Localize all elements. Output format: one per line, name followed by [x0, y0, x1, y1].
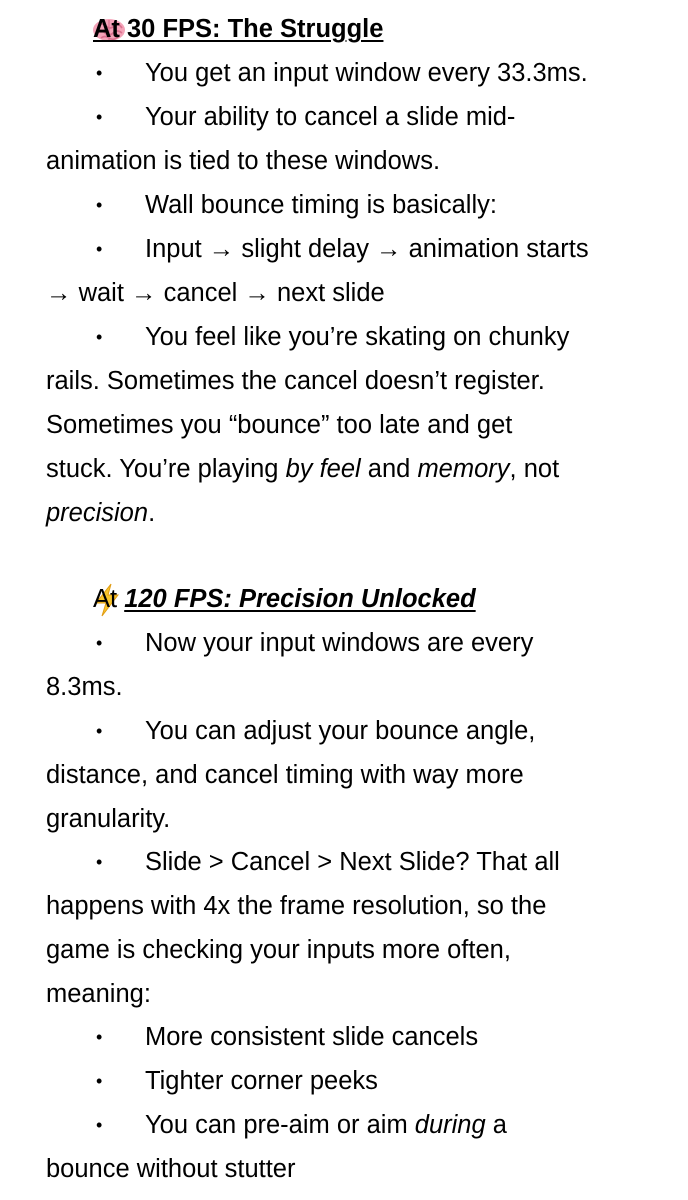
list-item	[46, 95, 668, 139]
list-item	[46, 51, 668, 95]
bullet-marker: •	[96, 107, 103, 127]
list-item-continuation: rails. Sometimes the cancel doesn’t register.	[46, 367, 545, 395]
bullet-marker: •	[96, 327, 103, 347]
bullet-marker: •	[96, 1115, 103, 1135]
list-item-text: Your ability to cancel a slide mid-	[145, 103, 516, 131]
list-item-text: Input → slight delay → animation starts	[145, 235, 589, 263]
bullet-marker: •	[96, 195, 103, 215]
list-item-text: You can adjust your bounce angle,	[145, 717, 536, 745]
list-item-text: Now your input windows are every	[145, 629, 534, 657]
list-item-text: Slide > Cancel > Next Slide? That all	[145, 848, 560, 876]
list-item-text: You get an input window every 33.3ms.	[145, 59, 588, 87]
list-item	[46, 315, 668, 359]
list-item-continuation: Sometimes you “bounce” too late and get	[46, 411, 513, 439]
section-title: 120 FPS: Precision Unlocked	[124, 585, 476, 613]
list-item-text: More consistent slide cancels	[145, 1023, 479, 1051]
text-run: a	[485, 1111, 507, 1139]
section-title: At 30 FPS: The Struggle	[93, 15, 384, 43]
list-item	[46, 621, 668, 665]
list-item	[46, 227, 668, 271]
text-run: .	[148, 499, 156, 527]
list-item-text: Tighter corner peeks	[145, 1067, 378, 1095]
list-item	[46, 1015, 668, 1059]
list-item-continuation: → wait → cancel → next slide	[46, 279, 385, 307]
list-item-continuation: game is checking your inputs more often,	[46, 936, 511, 964]
title-prefix: At	[93, 585, 125, 613]
text-run: You can pre-aim or aim	[145, 1111, 415, 1139]
list-item-continuation: distance, and cancel timing with way more	[46, 761, 524, 789]
bullet-marker: •	[96, 239, 103, 259]
bullet-marker: •	[96, 1027, 103, 1047]
emphasis-text: precision	[46, 499, 149, 527]
section-heading-120fps	[46, 577, 668, 621]
list-item-continuation: happens with 4x the frame resolution, so the	[46, 892, 547, 920]
text-run: , not	[509, 455, 560, 483]
list-item-continuation: 8.3ms.	[46, 673, 123, 701]
list-item	[46, 840, 668, 884]
emphasis-text: during	[414, 1111, 486, 1139]
list-item	[46, 709, 668, 753]
emphasis-text: by feel	[285, 455, 361, 483]
text-run: stuck. You’re playing	[46, 455, 286, 483]
bullet-marker: •	[96, 633, 103, 653]
text-run: and	[360, 455, 418, 483]
list-item	[46, 183, 668, 227]
list-item-continuation: granularity.	[46, 805, 171, 833]
list-item	[46, 1059, 668, 1103]
list-item-text: You feel like you’re skating on chunky	[145, 323, 570, 351]
bullet-marker: •	[96, 721, 103, 741]
list-item-text	[145, 1103, 507, 1147]
section-heading-30fps	[46, 7, 668, 51]
emphasis-text: memory	[417, 455, 510, 483]
list-item-continuation: animation is tied to these windows.	[46, 147, 441, 175]
list-item-continuation: meaning:	[46, 980, 151, 1008]
list-item-continuation	[46, 447, 668, 491]
bullet-marker: •	[96, 1071, 103, 1091]
section-title-line	[93, 577, 476, 621]
list-item-continuation: bounce without stutter	[46, 1155, 296, 1183]
bullet-marker: •	[96, 852, 103, 872]
list-item-continuation	[46, 491, 668, 535]
list-item	[46, 1103, 668, 1147]
bullet-marker: •	[96, 63, 103, 83]
list-item-text: Wall bounce timing is basically:	[145, 191, 497, 219]
